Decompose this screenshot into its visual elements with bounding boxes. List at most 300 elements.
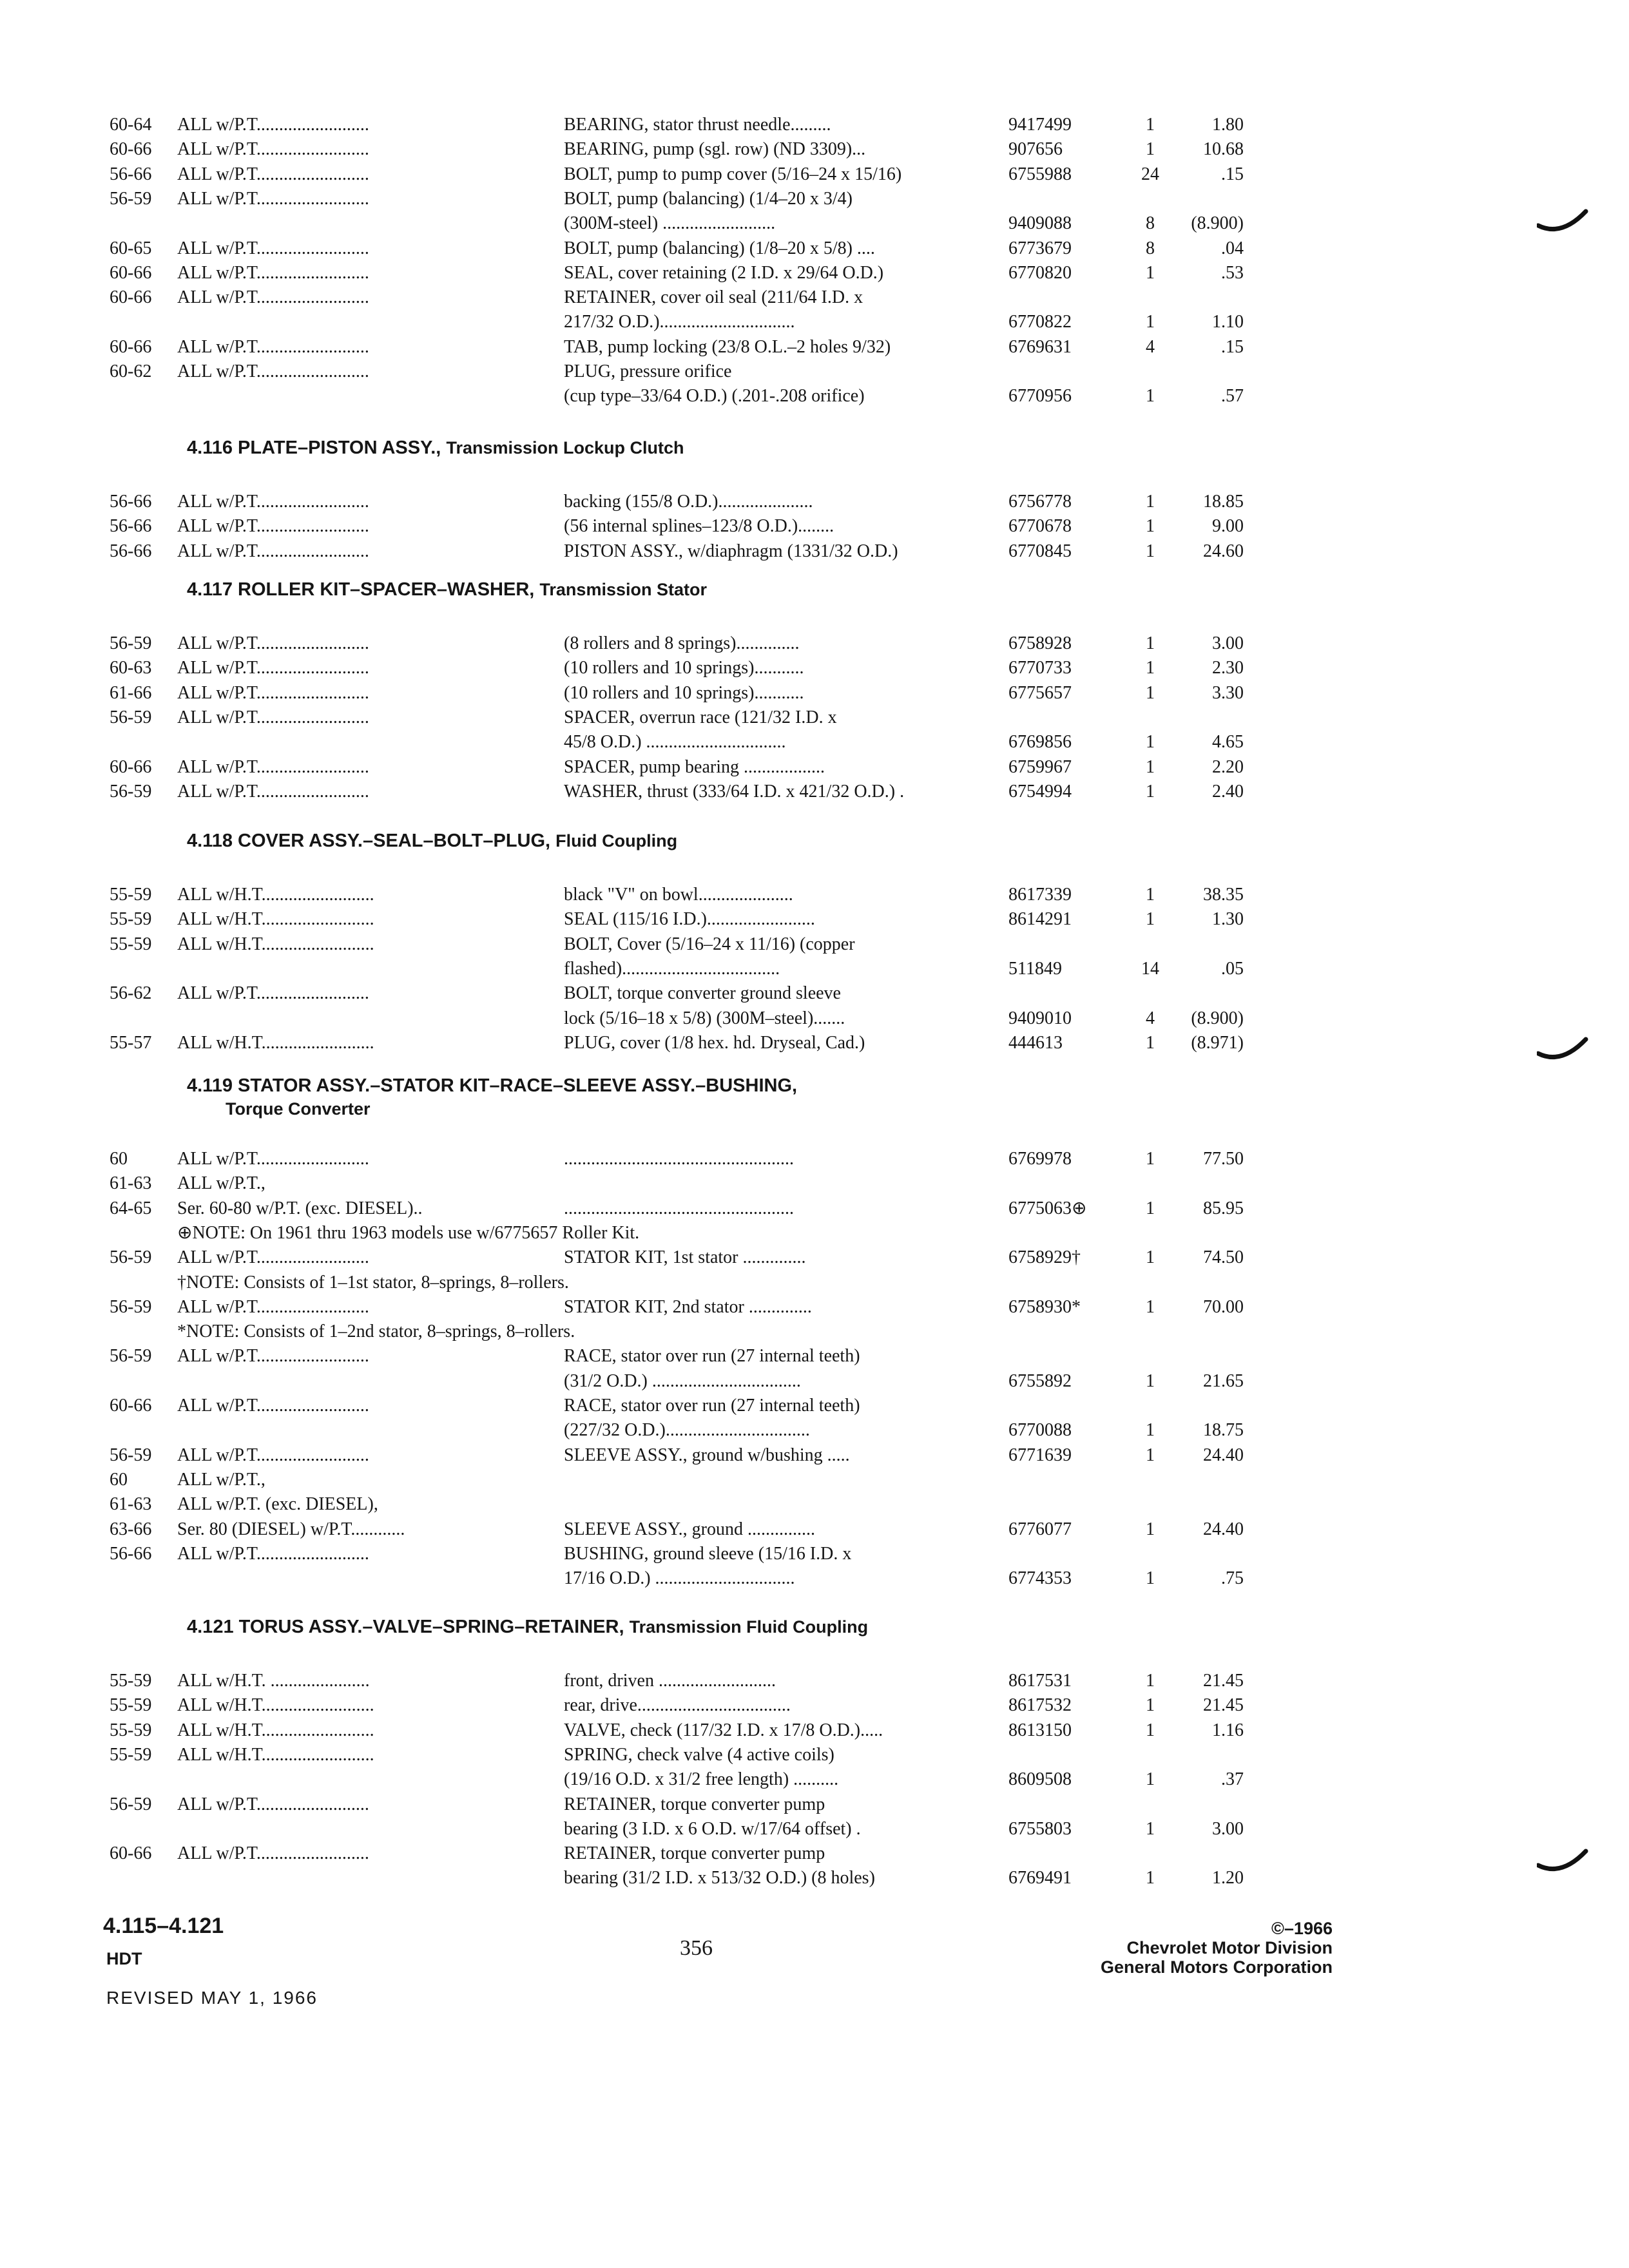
section-title: ROLLER KIT–SPACER–WASHER, xyxy=(238,579,535,600)
section-title: COVER ASSY.–SEAL–BOLT–PLUG, xyxy=(238,831,551,851)
application: ALL w/P.T......................... xyxy=(177,633,369,653)
quantity: 1 xyxy=(1146,1819,1155,1839)
part-description: SPACER, overrun race (121/32 I.D. x xyxy=(564,707,837,727)
section-subtitle: Transmission Lockup Clutch xyxy=(446,438,684,457)
model-years: 56-66 xyxy=(110,164,152,184)
table-row xyxy=(110,1817,1244,1841)
part-number: 8614291 xyxy=(1008,909,1072,929)
list-price: 10.68 xyxy=(1203,139,1244,159)
part-number: 6770820 xyxy=(1008,263,1072,283)
quantity: 1 xyxy=(1146,909,1155,929)
part-description: (10 rollers and 10 springs)........... xyxy=(564,658,804,678)
application: ALL w/H.T. ...................... xyxy=(177,1671,370,1691)
part-description: SLEEVE ASSY., ground w/bushing ..... xyxy=(564,1445,850,1465)
section-heading xyxy=(187,1615,868,1639)
part-description: PLUG, pressure orifice xyxy=(564,361,732,381)
section-heading xyxy=(187,436,684,459)
list-price: 1.80 xyxy=(1212,115,1244,135)
model-years: 56-59 xyxy=(110,782,152,802)
part-description: (19/16 O.D. x 31/2 free length) .......... xyxy=(564,1769,839,1789)
application: ALL w/P.T......................... xyxy=(177,541,369,561)
table-row xyxy=(110,1320,1244,1344)
part-number: 6755988 xyxy=(1008,164,1072,184)
table-row xyxy=(110,1171,1244,1196)
table-row xyxy=(110,1443,1244,1468)
section-heading xyxy=(187,829,677,852)
part-description: STATOR KIT, 2nd stator .............. xyxy=(564,1297,812,1317)
part-description: PISTON ASSY., w/diaphragm (1331/32 O.D.) xyxy=(564,541,898,561)
part-number: 6759967 xyxy=(1008,757,1072,777)
list-price: 1.30 xyxy=(1212,909,1244,929)
quantity: 1 xyxy=(1146,1149,1155,1169)
list-price: .57 xyxy=(1221,386,1244,406)
application: ALL w/P.T......................... xyxy=(177,189,369,209)
table-row xyxy=(110,310,1244,334)
table-row xyxy=(110,1147,1244,1171)
table-row xyxy=(110,981,1244,1006)
part-number: 8609508 xyxy=(1008,1769,1072,1789)
model-years: 56-59 xyxy=(110,1794,152,1814)
model-years: 60-62 xyxy=(110,361,152,381)
list-price: 1.10 xyxy=(1212,312,1244,332)
model-years: 56-66 xyxy=(110,1544,152,1564)
list-price: 1.16 xyxy=(1212,1720,1244,1740)
part-description: (227/32 O.D.)................................ xyxy=(564,1420,810,1440)
quantity: 1 xyxy=(1146,658,1155,678)
part-description: SPRING, check valve (4 active coils) xyxy=(564,1745,834,1765)
application: ALL w/P.T......................... xyxy=(177,1346,369,1366)
table-row xyxy=(110,706,1244,730)
table-row xyxy=(110,1492,1244,1517)
part-description: front, driven .......................... xyxy=(564,1671,776,1691)
application: ALL w/P.T., xyxy=(177,1470,265,1490)
model-years: 55-59 xyxy=(110,885,152,905)
part-description: black "V" on bowl..................... xyxy=(564,885,793,905)
table-row xyxy=(110,1693,1244,1718)
table-row xyxy=(110,539,1244,564)
model-years: 56-59 xyxy=(110,1247,152,1267)
part-number: 6770822 xyxy=(1008,312,1072,332)
list-price: 21.65 xyxy=(1203,1371,1244,1391)
table-row xyxy=(110,236,1244,261)
quantity: 1 xyxy=(1146,516,1155,536)
application: ALL w/P.T......................... xyxy=(177,707,369,727)
part-number: 6776077 xyxy=(1008,1519,1072,1539)
application: ALL w/P.T......................... xyxy=(177,683,369,703)
section-subtitle: Torque Converter xyxy=(226,1099,371,1119)
section-subtitle: Fluid Coupling xyxy=(555,831,678,850)
part-number: 907656 xyxy=(1008,139,1063,159)
list-price: 2.20 xyxy=(1212,757,1244,777)
revised-date: REVISED MAY 1, 1966 xyxy=(106,1988,318,2008)
model-years: 55-59 xyxy=(110,909,152,929)
model-years: 56-66 xyxy=(110,516,152,536)
list-price: 74.50 xyxy=(1203,1247,1244,1267)
division-name: Chevrolet Motor Division xyxy=(1126,1938,1333,1957)
application: ALL w/P.T......................... xyxy=(177,658,369,678)
part-description: (300M-steel) ......................... xyxy=(564,213,776,233)
part-description: SPACER, pump bearing .................. xyxy=(564,757,825,777)
table-row xyxy=(110,957,1244,981)
application: ALL w/P.T......................... xyxy=(177,1843,369,1863)
part-number: 6775063⊕ xyxy=(1008,1198,1087,1218)
table-row xyxy=(110,631,1244,656)
application: ALL w/P.T......................... xyxy=(177,287,369,307)
list-price: .15 xyxy=(1221,164,1244,184)
part-number: 6770088 xyxy=(1008,1420,1072,1440)
quantity: 1 xyxy=(1146,1371,1155,1391)
quantity: 1 xyxy=(1146,386,1155,406)
table-row xyxy=(110,1866,1244,1890)
application: ALL w/H.T......................... xyxy=(177,1745,374,1765)
quantity: 1 xyxy=(1146,139,1155,159)
quantity: 24 xyxy=(1141,164,1159,184)
part-description: TAB, pump locking (23/8 O.L.–2 holes 9/32) xyxy=(564,337,891,357)
part-number: 9409010 xyxy=(1008,1008,1072,1028)
part-description: lock (5/16–18 x 5/8) (300M–steel)....... xyxy=(564,1008,845,1028)
table-row xyxy=(110,1566,1244,1591)
model-years: 56-59 xyxy=(110,1346,152,1366)
part-number: 6755892 xyxy=(1008,1371,1072,1391)
part-number: 6769978 xyxy=(1008,1149,1072,1169)
section-subtitle: Transmission Stator xyxy=(539,580,707,599)
quantity: 1 xyxy=(1146,1695,1155,1715)
part-description: SEAL, cover retaining (2 I.D. x 29/64 O.D.) xyxy=(564,263,884,283)
table-row xyxy=(110,1245,1244,1270)
model-years: 56-66 xyxy=(110,492,152,512)
part-description: STATOR KIT, 1st stator .............. xyxy=(564,1247,806,1267)
list-price: .15 xyxy=(1221,337,1244,357)
application: ALL w/P.T......................... xyxy=(177,263,369,283)
section-number: 4.116 xyxy=(187,437,233,458)
table-row xyxy=(110,1295,1244,1320)
application: ⊕NOTE: On 1961 thru 1963 models use w/6775657 Roller Kit. xyxy=(177,1223,640,1243)
model-years: 56-66 xyxy=(110,541,152,561)
quantity: 1 xyxy=(1146,541,1155,561)
part-number: 6769631 xyxy=(1008,337,1072,357)
model-years: 55-59 xyxy=(110,1695,152,1715)
corporation-name: General Motors Corporation xyxy=(1100,1957,1333,1977)
model-years: 60 xyxy=(110,1149,128,1169)
part-description: PLUG, cover (1/8 hex. hd. Dryseal, Cad.) xyxy=(564,1033,865,1053)
part-number: 444613 xyxy=(1008,1033,1063,1053)
part-number: 9409088 xyxy=(1008,213,1072,233)
table-row xyxy=(110,681,1244,706)
part-description: BEARING, pump (sgl. row) (ND 3309)... xyxy=(564,139,866,159)
model-years: 60-63 xyxy=(110,658,152,678)
application: ALL w/P.T......................... xyxy=(177,337,369,357)
application: ALL w/H.T......................... xyxy=(177,934,374,954)
list-price: .53 xyxy=(1221,263,1244,283)
section-title: STATOR ASSY.–STATOR KIT–RACE–SLEEVE ASSY.–BUSHING, xyxy=(238,1075,798,1096)
part-number: 6756778 xyxy=(1008,492,1072,512)
part-description: RACE, stator over run (27 internal teeth) xyxy=(564,1396,860,1416)
list-price: 70.00 xyxy=(1203,1297,1244,1317)
list-price: 77.50 xyxy=(1203,1149,1244,1169)
model-years: 60-66 xyxy=(110,337,152,357)
part-description: 17/16 O.D.) ............................... xyxy=(564,1568,795,1588)
quantity: 1 xyxy=(1146,1720,1155,1740)
model-years: 56-59 xyxy=(110,1297,152,1317)
section-range: 4.115–4.121 xyxy=(103,1914,224,1938)
application: ALL w/P.T......................... xyxy=(177,757,369,777)
part-number: 8613150 xyxy=(1008,1720,1072,1740)
table-row xyxy=(110,137,1244,162)
part-number: 6758929† xyxy=(1008,1247,1081,1267)
table-row xyxy=(110,932,1244,957)
application: ALL w/H.T......................... xyxy=(177,1720,374,1740)
table-row xyxy=(110,1468,1244,1492)
model-years: 60-66 xyxy=(110,287,152,307)
table-row xyxy=(110,1767,1244,1792)
list-price: 1.20 xyxy=(1212,1868,1244,1888)
table-row xyxy=(110,1271,1244,1295)
list-price: (8.971) xyxy=(1191,1033,1244,1053)
quantity: 1 xyxy=(1146,492,1155,512)
table-row xyxy=(110,730,1244,754)
part-number: 6771639 xyxy=(1008,1445,1072,1465)
application: †NOTE: Consists of 1–1st stator, 8–springs, 8–rollers. xyxy=(177,1273,569,1293)
part-description: BOLT, pump (balancing) (1/4–20 x 3/4) xyxy=(564,189,853,209)
list-price: 3.00 xyxy=(1212,1819,1244,1839)
part-description: BOLT, torque converter ground sleeve xyxy=(564,983,841,1003)
list-price: 4.65 xyxy=(1212,732,1244,752)
section-heading xyxy=(187,578,707,601)
model-years: 55-59 xyxy=(110,1671,152,1691)
application: Ser. 60-80 w/P.T. (exc. DIESEL).. xyxy=(177,1198,423,1218)
part-number: 6770733 xyxy=(1008,658,1072,678)
application: ALL w/P.T......................... xyxy=(177,983,369,1003)
part-description: SLEEVE ASSY., ground ............... xyxy=(564,1519,815,1539)
application: ALL w/P.T., xyxy=(177,1173,265,1193)
table-row xyxy=(110,514,1244,539)
quantity: 1 xyxy=(1146,1033,1155,1053)
model-years: 60-66 xyxy=(110,1396,152,1416)
table-row xyxy=(110,656,1244,680)
application: Ser. 80 (DIESEL) w/P.T............ xyxy=(177,1519,405,1539)
part-number: 6754994 xyxy=(1008,782,1072,802)
application: ALL w/P.T......................... xyxy=(177,1247,369,1267)
model-years: 60-66 xyxy=(110,139,152,159)
part-description: RACE, stator over run (27 internal teeth) xyxy=(564,1346,860,1366)
quantity: 1 xyxy=(1146,683,1155,703)
table-row xyxy=(110,1418,1244,1443)
part-description: (31/2 O.D.) ................................. xyxy=(564,1371,801,1391)
list-price: .05 xyxy=(1221,959,1244,979)
section-number: 4.118 xyxy=(187,831,233,851)
part-description: RETAINER, cover oil seal (211/64 I.D. x xyxy=(564,287,863,307)
quantity: 1 xyxy=(1146,1769,1155,1789)
application: ALL w/P.T......................... xyxy=(177,115,369,135)
application: ALL w/P.T......................... xyxy=(177,1544,369,1564)
part-number: 8617532 xyxy=(1008,1695,1072,1715)
part-number: 6758928 xyxy=(1008,633,1072,653)
list-price: 9.00 xyxy=(1212,516,1244,536)
table-row xyxy=(110,1196,1244,1221)
part-description: BEARING, stator thrust needle......... xyxy=(564,115,831,135)
part-description: (56 internal splines–123/8 O.D.)........ xyxy=(564,516,834,536)
part-description: 217/32 O.D.).............................. xyxy=(564,312,795,332)
table-row xyxy=(110,907,1244,932)
quantity: 1 xyxy=(1146,1568,1155,1588)
application: ALL w/P.T......................... xyxy=(177,238,369,258)
part-number: 6755803 xyxy=(1008,1819,1072,1839)
table-row xyxy=(110,360,1244,384)
table-row xyxy=(110,1542,1244,1566)
table-row xyxy=(110,1344,1244,1369)
quantity: 4 xyxy=(1146,1008,1155,1028)
list-price: 18.85 xyxy=(1203,492,1244,512)
quantity: 1 xyxy=(1146,1198,1155,1218)
list-price: (8.900) xyxy=(1191,1008,1244,1028)
list-price: 24.40 xyxy=(1203,1519,1244,1539)
part-description: rear, drive.................................. xyxy=(564,1695,791,1715)
model-years: 60-66 xyxy=(110,263,152,283)
section-heading xyxy=(187,1074,797,1097)
part-number: 6773679 xyxy=(1008,238,1072,258)
quantity: 1 xyxy=(1146,115,1155,135)
part-number: 6774353 xyxy=(1008,1568,1072,1588)
model-years: 55-57 xyxy=(110,1033,152,1053)
quantity: 1 xyxy=(1146,312,1155,332)
quantity: 1 xyxy=(1146,633,1155,653)
table-row xyxy=(110,162,1244,187)
part-number: 6758930* xyxy=(1008,1297,1081,1317)
model-years: 60-65 xyxy=(110,238,152,258)
table-row xyxy=(110,1394,1244,1418)
application: ALL w/P.T......................... xyxy=(177,1396,369,1416)
table-row xyxy=(110,211,1244,236)
application: ALL w/P.T......................... xyxy=(177,516,369,536)
application: ALL w/P.T......................... xyxy=(177,1149,369,1169)
quantity: 1 xyxy=(1146,1671,1155,1691)
application: ALL w/P.T......................... xyxy=(177,361,369,381)
table-row xyxy=(110,780,1244,804)
binder-mark xyxy=(1537,1840,1588,1878)
application: ALL w/H.T......................... xyxy=(177,885,374,905)
part-description: (10 rollers and 10 springs)........... xyxy=(564,683,804,703)
model-years: 60-66 xyxy=(110,1843,152,1863)
table-row xyxy=(110,1841,1244,1866)
table-row xyxy=(110,1031,1244,1055)
table-row xyxy=(110,1792,1244,1817)
part-number: 6770956 xyxy=(1008,386,1072,406)
list-price: 21.45 xyxy=(1203,1695,1244,1715)
list-price: 38.35 xyxy=(1203,885,1244,905)
part-number: 511849 xyxy=(1008,959,1062,979)
section-number: 4.117 xyxy=(187,579,233,600)
part-number: 8617339 xyxy=(1008,885,1072,905)
section-number: 4.121 xyxy=(187,1617,234,1637)
page-number: 356 xyxy=(680,1936,713,1960)
model-years: 56-59 xyxy=(110,707,152,727)
quantity: 1 xyxy=(1146,732,1155,752)
model-years: 56-59 xyxy=(110,633,152,653)
table-row xyxy=(110,335,1244,360)
list-price: 18.75 xyxy=(1203,1420,1244,1440)
part-number: 6769856 xyxy=(1008,732,1072,752)
part-description: WASHER, thrust (333/64 I.D. x 421/32 O.D.) . xyxy=(564,782,905,802)
application: ALL w/P.T......................... xyxy=(177,492,369,512)
list-price: 24.40 xyxy=(1203,1445,1244,1465)
list-price: .37 xyxy=(1221,1769,1244,1789)
part-description: BOLT, pump to pump cover (5/16–24 x 15/16) xyxy=(564,164,902,184)
table-row xyxy=(110,1006,1244,1031)
quantity: 1 xyxy=(1146,1297,1155,1317)
application: ALL w/H.T......................... xyxy=(177,1695,374,1715)
table-row xyxy=(110,1743,1244,1767)
application: ALL w/H.T......................... xyxy=(177,1033,374,1053)
table-row xyxy=(110,285,1244,310)
list-price: 2.40 xyxy=(1212,782,1244,802)
list-price: 24.60 xyxy=(1203,541,1244,561)
application: ALL w/P.T......................... xyxy=(177,1445,369,1465)
table-row xyxy=(110,1221,1244,1245)
model-years: 60 xyxy=(110,1470,128,1490)
model-years: 60-66 xyxy=(110,757,152,777)
quantity: 8 xyxy=(1146,213,1155,233)
part-description: (8 rollers and 8 springs).............. xyxy=(564,633,800,653)
quantity: 14 xyxy=(1141,959,1159,979)
part-description: backing (155/8 O.D.)..................... xyxy=(564,492,813,512)
section-title: TORUS ASSY.–VALVE–SPRING–RETAINER, xyxy=(238,1617,624,1637)
model-years: 55-59 xyxy=(110,934,152,954)
list-price: 3.00 xyxy=(1212,633,1244,653)
model-years: 56-59 xyxy=(110,1445,152,1465)
quantity: 1 xyxy=(1146,1445,1155,1465)
application: ALL w/P.T......................... xyxy=(177,139,369,159)
application: ALL w/H.T......................... xyxy=(177,909,374,929)
list-price: 21.45 xyxy=(1203,1671,1244,1691)
section-subtitle: Transmission Fluid Coupling xyxy=(629,1617,869,1637)
model-years: 64-65 xyxy=(110,1198,152,1218)
application: ALL w/P.T. (exc. DIESEL), xyxy=(177,1494,378,1514)
part-description: bearing (31/2 I.D. x 513/32 O.D.) (8 holes) xyxy=(564,1868,875,1888)
quantity: 1 xyxy=(1146,1519,1155,1539)
model-years: 55-59 xyxy=(110,1745,152,1765)
part-description: VALVE, check (117/32 I.D. x 17/8 O.D.)..... xyxy=(564,1720,883,1740)
copyright: ©–1966 xyxy=(1271,1919,1333,1938)
quantity: 1 xyxy=(1146,885,1155,905)
section-number: 4.119 xyxy=(187,1075,233,1096)
model-years: 61-66 xyxy=(110,683,152,703)
list-price: 85.95 xyxy=(1203,1198,1244,1218)
application: ALL w/P.T......................... xyxy=(177,1297,369,1317)
table-row xyxy=(110,1517,1244,1542)
part-number: 6769491 xyxy=(1008,1868,1072,1888)
part-description: RETAINER, torque converter pump xyxy=(564,1843,825,1863)
part-description: 45/8 O.D.) ............................... xyxy=(564,732,786,752)
part-number: 6770845 xyxy=(1008,541,1072,561)
part-description: (cup type–33/64 O.D.) (.201-.208 orifice) xyxy=(564,386,865,406)
application: ALL w/P.T......................... xyxy=(177,782,369,802)
list-price: 2.30 xyxy=(1212,658,1244,678)
table-row xyxy=(110,384,1244,408)
model-years: 55-59 xyxy=(110,1720,152,1740)
model-years: 61-63 xyxy=(110,1494,152,1514)
part-description: BOLT, Cover (5/16–24 x 11/16) (copper xyxy=(564,934,855,954)
quantity: 4 xyxy=(1146,337,1155,357)
part-description: bearing (3 I.D. x 6 O.D. w/17/64 offset) . xyxy=(564,1819,861,1839)
table-row xyxy=(110,490,1244,514)
quantity: 1 xyxy=(1146,1868,1155,1888)
part-description: flashed)................................... xyxy=(564,959,780,979)
table-row xyxy=(110,755,1244,780)
quantity: 1 xyxy=(1146,1247,1155,1267)
part-description: RETAINER, torque converter pump xyxy=(564,1794,825,1814)
quantity: 1 xyxy=(1146,757,1155,777)
model-years: 56-62 xyxy=(110,983,152,1003)
